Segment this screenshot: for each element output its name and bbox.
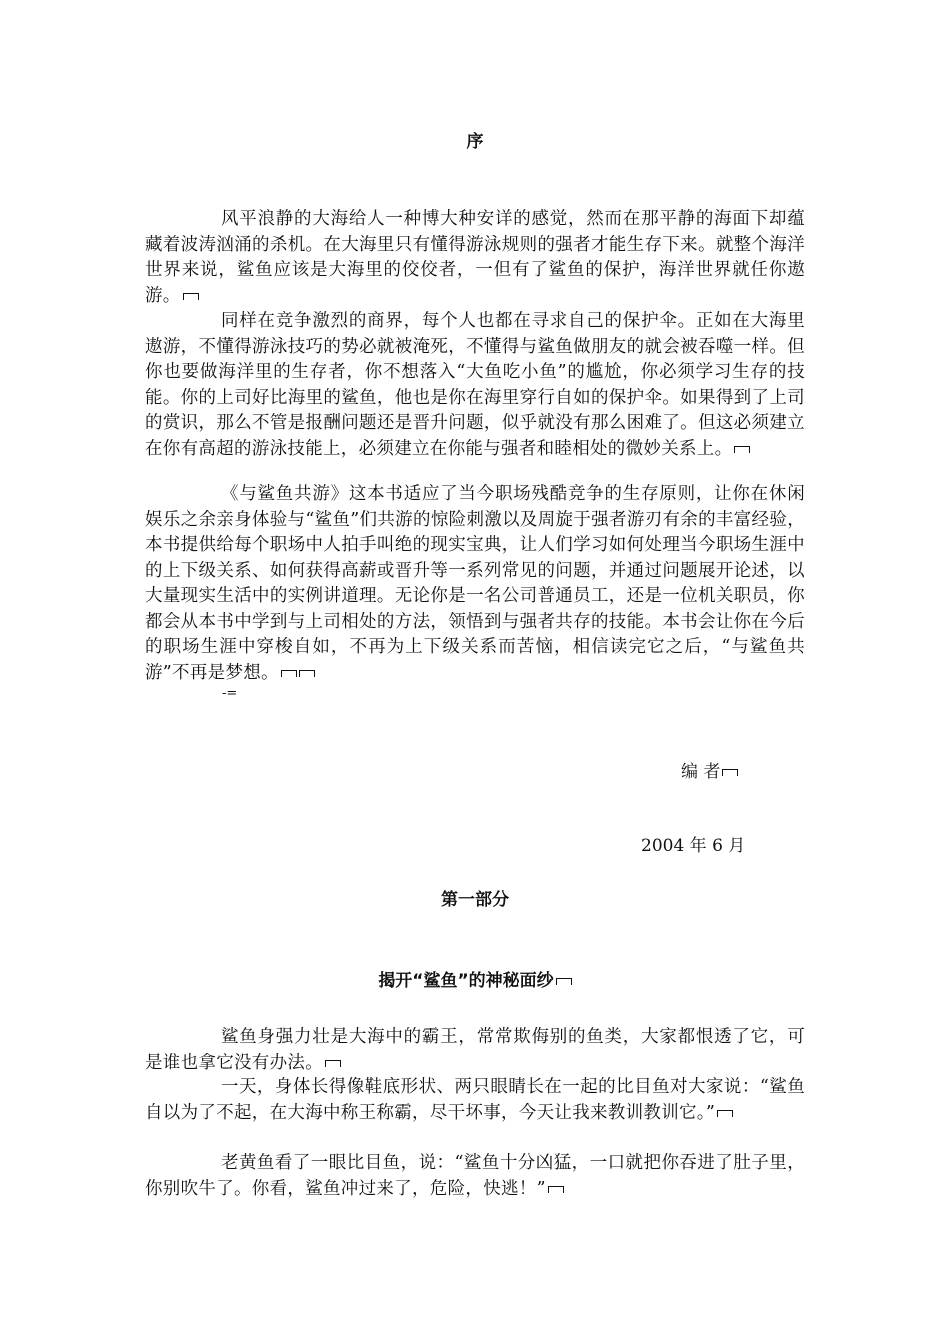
paragraph-mark-icon <box>281 669 297 678</box>
signature: 编 者 <box>681 757 738 782</box>
chapter-paragraph-3: 老黄鱼看了一眼比目鱼，说：“鲨鱼十分凶猛，一口就把你吞进了肚子里，你别吹牛了。你看，鲨鱼冲过来了，危险，快逃！” <box>145 1153 805 1199</box>
paragraph-mark-icon <box>556 977 572 986</box>
chapter-paragraph-2: 一天，身体长得像鞋底形状、两只眼睛长在一起的比目鱼对大家说：“鲨鱼自以为了不起，在大海中称王称霸，尽干坏事，今天让我来教训教训它。” <box>145 1077 805 1123</box>
chapter-title: 揭开“鲨鱼”的神秘面纱 <box>0 966 950 991</box>
preface-paragraph-3: 《与鲨鱼共游》这本书适应了当今职场残酷竞争的生存原则，让你在休闲娱乐之余亲身体验与“鲨鱼”们共游的惊险刺激以及周旋于强者游刃有余的丰富经验，本书提供给每个职场中人拍手叫绝的现实宝典，让人们学习如何处理当今职场生涯中的上下级关系、如何获得高薪或晋升等一系列常见的问题，并通过问题展开论述，以大量现实生活中的实例讲道理。无论你是一名公司普通员工，还是一位机关职员，你都会从本书中学到与上司相处的方法，领悟到与强者共存的技能。本书会让你在今后的职场生涯中穿梭自如，不再为上下级关系而苦恼，相信读完它之后，“与鲨鱼共游”不再是梦想。 <box>145 484 805 683</box>
paragraph-mark-icon <box>548 1185 564 1194</box>
paragraph-mark-icon <box>722 768 738 777</box>
preface-paragraph-2: 同样在竞争激烈的商界，每个人也都在寻求自己的保护伞。正如在大海里遨游，不懂得游泳技巧的势必就被淹死，不懂得与鲨鱼做朋友的就会被吞噬一样。但你也要做海洋里的生存者，你不想落入“大鱼吃小鱼”的尴尬，你必须学习生存的技能。你的上司好比海里的鲨鱼，他也是你在海里穿行自如的保护伞。如果得到了上司的赏识，那么不管是报酬问题还是晋升问题，似乎就没有那么困难了。但这必须建立在你有高超的游泳技能上，必须建立在你能与强者和睦相处的微妙关系上。 <box>145 311 805 459</box>
stray-mark: -= <box>222 686 238 701</box>
paragraph-mark-icon <box>299 669 315 678</box>
preface-paragraph-1: 风平浪静的大海给人一种博大种安详的感觉，然而在那平静的海面下却蕴藏着波涛汹涌的杀机。在大海里只有懂得游泳规则的强者才能生存下来。就整个海洋世界来说，鲨鱼应该是大海里的佼佼者，一但有了鲨鱼的保护，海洋世界就任你遨游。 <box>145 209 805 306</box>
chapter-paragraph-1: 鲨鱼身强力壮是大海中的霸王，常常欺侮别的鱼类，大家都恨透了它，可是谁也拿它没有办法。 <box>145 1027 805 1073</box>
date: 2004 年 6 月 <box>641 836 746 856</box>
paragraph-mark-icon <box>183 292 199 301</box>
paragraph-mark-icon <box>734 445 750 454</box>
part-title: 第一部分 <box>441 890 509 910</box>
paragraph-mark-icon <box>717 1109 733 1118</box>
preface-title: 序 <box>466 132 484 152</box>
paragraph-mark-icon <box>325 1059 341 1068</box>
